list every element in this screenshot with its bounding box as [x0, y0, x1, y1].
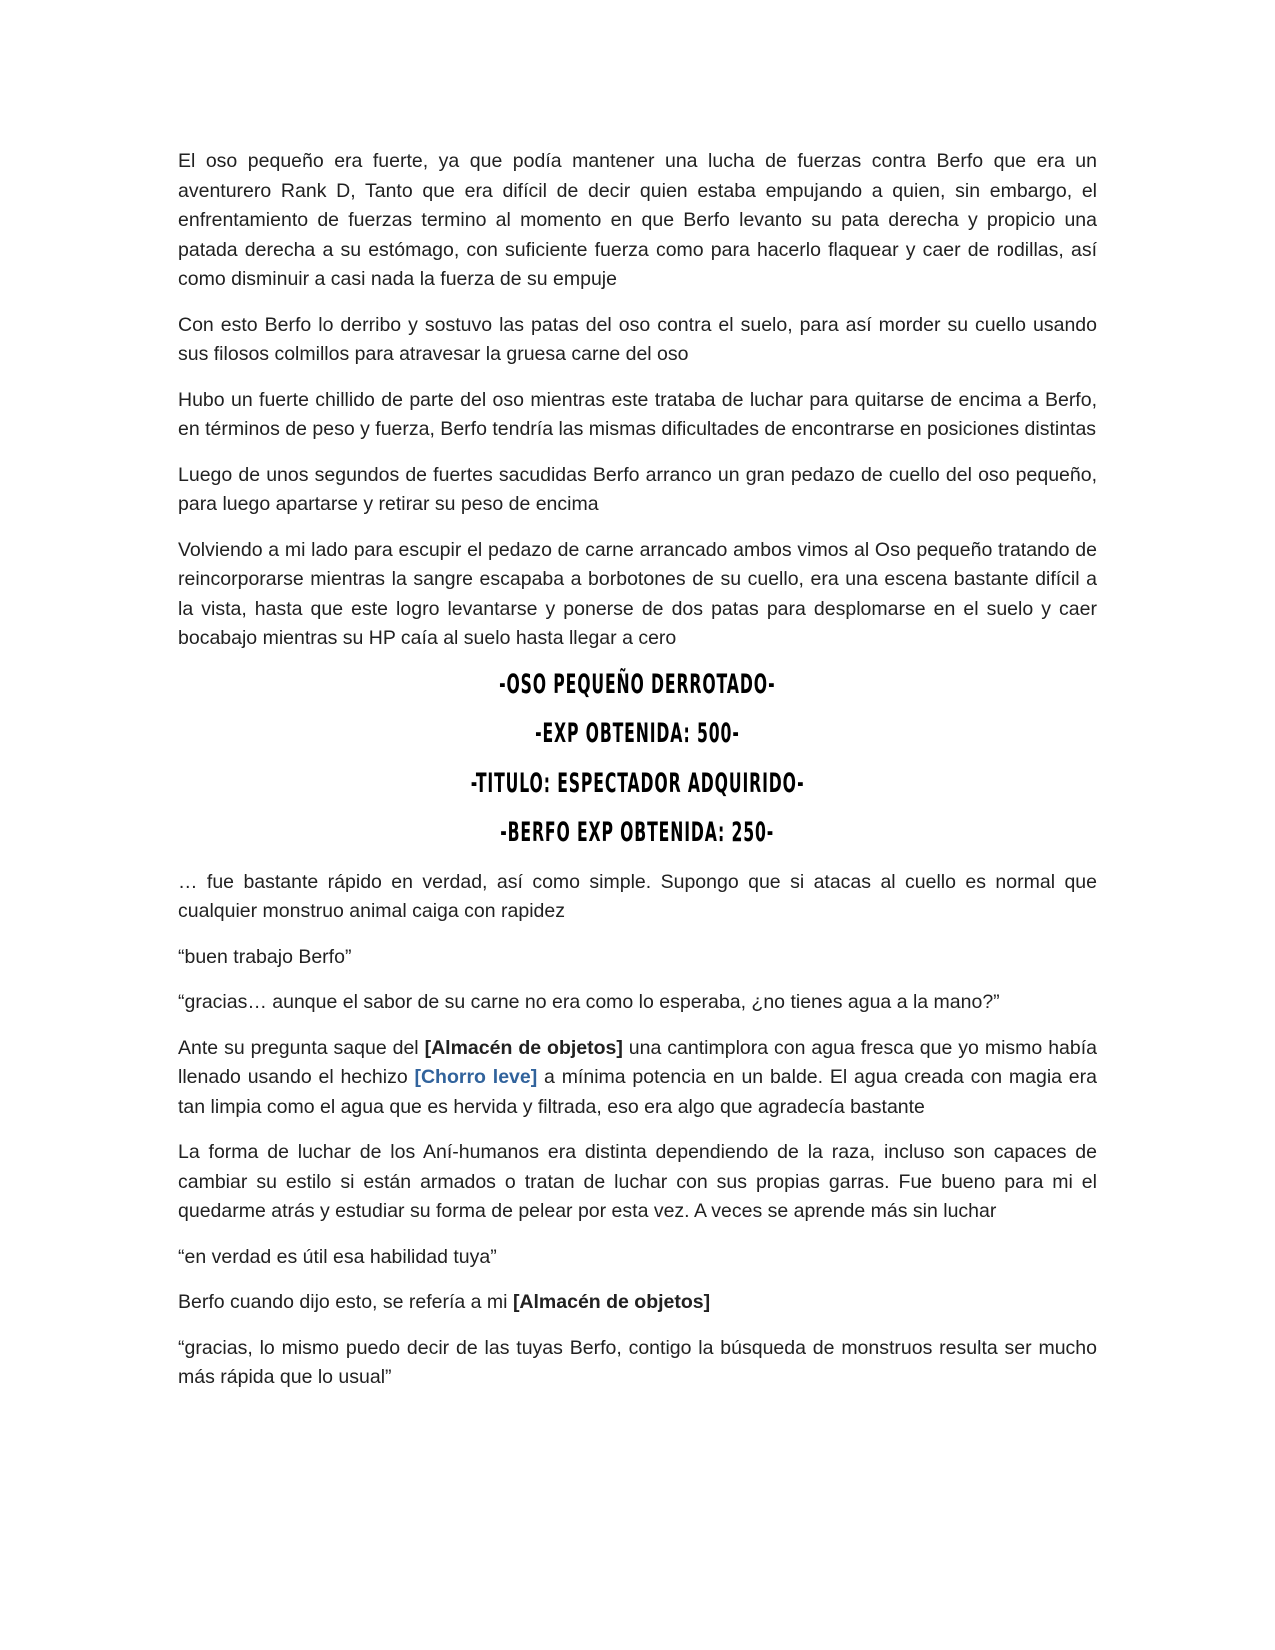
spell-chorro-leve-label: [Chorro leve]	[414, 1066, 538, 1088]
heading-titulo-espectador-adquirido	[178, 769, 1097, 803]
heading-text: -EXP OBTENIDA: 500-	[535, 718, 740, 749]
heading-text: -TITULO: ESPECTADOR ADQUIRIDO-	[470, 767, 805, 799]
dialogue-paragraph: “en verdad es útil esa habilidad tuya”	[178, 1245, 497, 1268]
run-text: Berfo cuando dijo esto, se refería a mi	[178, 1291, 513, 1313]
story-paragraph: … fue bastante rápido en verdad, así como simple. Supongo que si atacas al cuello es normal que cualquier monstruo animal caiga con rapidez	[178, 870, 1097, 922]
story-paragraph: El oso pequeño era fuerte, ya que podía mantener una lucha de fuerzas contra Berfo que era un aventurero Rank D, Tanto que era difícil de decir quien estaba empujando a quien, sin embargo, el enfrentamiento de fuerzas termino al momento en que Berfo levanto su pata derecha y propicio una patada derecha a su estómago, con suficiente fuerza como para hacerlo flaquear y caer de rodillas, así como disminuir a casi nada la fuerza de su empuje	[178, 150, 1097, 290]
story-paragraph: Luego de unos segundos de fuertes sacudidas Berfo arranco un gran pedazo de cuello del oso pequeño, para luego apartarse y retirar su peso de encima	[178, 463, 1097, 515]
run-text: a mínima potencia en un balde. El agua creada con magia era tan limpia como el agua que es hervida y filtrada, eso era algo que agradecía bastante	[178, 1066, 1097, 1118]
story-paragraph: Con esto Berfo lo derribo y sostuvo las patas del oso contra el suelo, para así morder su cuello usando sus filosos colmillos para atravesar la gruesa carne del oso	[178, 313, 1097, 365]
heading-exp-obtenida	[178, 719, 1097, 753]
story-paragraph	[178, 1034, 1097, 1123]
run-text: Ante su pregunta saque del	[178, 1036, 425, 1059]
item-storage-label: [Almacén de objetos]	[424, 1036, 623, 1059]
dialogue-paragraph: “gracias… aunque el sabor de su carne no era como lo esperaba, ¿no tienes agua a la mano?”	[178, 991, 1000, 1013]
story-paragraph	[178, 1288, 1097, 1318]
item-storage-label: [Almacén de objetos]	[512, 1291, 711, 1313]
dialogue-paragraph: “gracias, lo mismo puedo decir de las tuyas Berfo, contigo la búsqueda de monstruos resulta ser mucho más rápida que lo usual”	[178, 1336, 1097, 1388]
story-paragraph: Volviendo a mi lado para escupir el pedazo de carne arrancado ambos vimos al Oso pequeño tratando de reincorporarse mientras la sangre escapaba a borbotones de su cuello, era una escena bastante difícil a la vista, hasta que este logro levantarse y ponerse de dos patas para desplomarse en el suelo y caer bocabajo mientras su HP caía al suelo hasta llegar a cero	[178, 538, 1097, 649]
text-column	[178, 147, 1097, 1409]
run-text: una cantimplora con agua fresca que yo mismo había llenado usando el hechizo	[178, 1036, 1097, 1088]
heading-oso-pequeno-derrotado	[178, 670, 1097, 704]
dialogue-paragraph: “buen trabajo Berfo”	[178, 945, 352, 968]
story-paragraph: Hubo un fuerte chillido de parte del oso mientras este trataba de luchar para quitarse de encima a Berfo, en términos de peso y fuerza, Berfo tendría las mismas dificultades de encontrarse en posiciones distintas	[178, 388, 1097, 440]
heading-text: -OSO PEQUEÑO DERROTADO-	[499, 668, 776, 700]
heading-berfo-exp-obtenida	[178, 818, 1097, 852]
heading-text: -BERFO EXP OBTENIDA: 250-	[500, 817, 775, 848]
story-paragraph: La forma de luchar de los Aní-humanos era distinta dependiendo de la raza, incluso son capaces de cambiar su estilo si están armados o tratan de luchar con sus propias garras. Fue bueno para mi el quedarme atrás y estudiar su forma de pelear por esta vez. A veces se aprende más sin luchar	[178, 1141, 1097, 1222]
